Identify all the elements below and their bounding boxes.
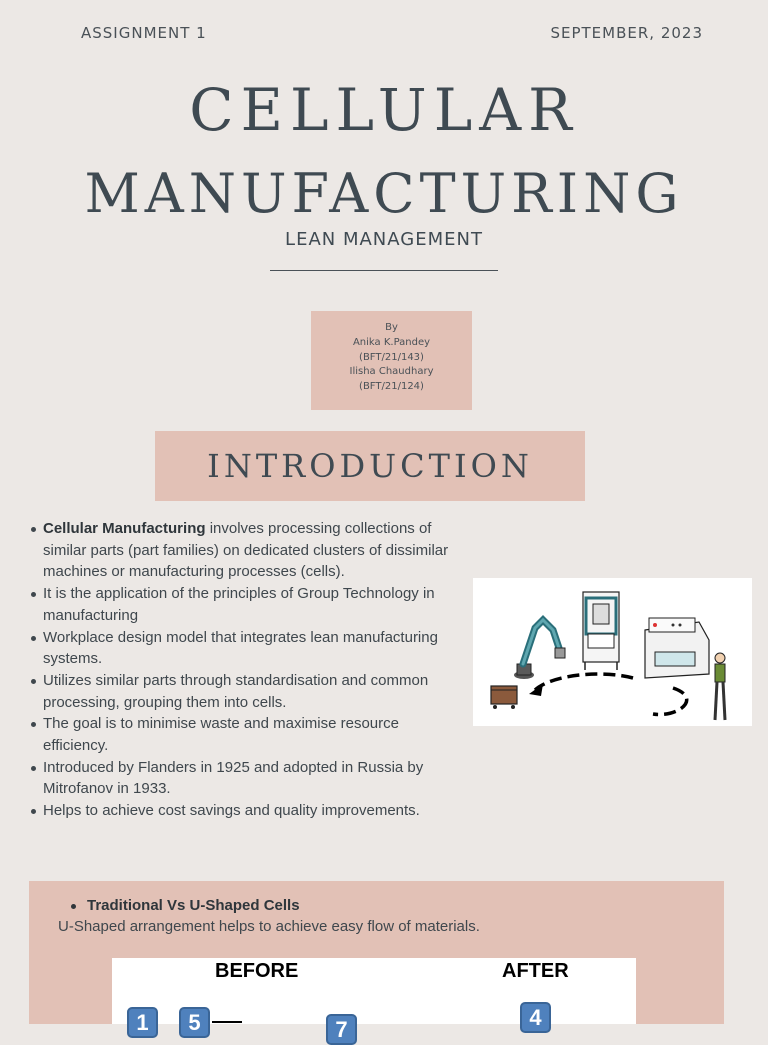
- section-text: U-Shaped arrangement helps to achieve easy flow of materials.: [58, 918, 480, 935]
- subtitle: LEAN MANAGEMENT: [285, 229, 483, 250]
- page-title: [0, 68, 768, 236]
- u-shaped-section: [29, 881, 724, 1042]
- illustration-svg: [473, 578, 752, 726]
- section-bullet: Traditional Vs U-Shaped Cells: [87, 897, 300, 914]
- worker-icon: [715, 653, 725, 720]
- intro-bullet-list: [30, 518, 460, 822]
- title-line-2: MANUFACTURING: [84, 162, 684, 225]
- list-item: [30, 670, 460, 713]
- bullet-text: The goal is to minimise waste and maximise resource efficiency.: [43, 715, 399, 755]
- cart-icon: [491, 686, 517, 709]
- list-item: [30, 757, 460, 800]
- author-line: Anika K.Pandey: [352, 336, 431, 348]
- robot-arm-icon: [514, 620, 565, 679]
- top-meta: [81, 24, 703, 42]
- after-label: AFTER: [502, 960, 569, 982]
- list-item: [30, 800, 460, 822]
- date-label: SEPTEMBER, 2023: [550, 24, 703, 42]
- author-box: [311, 311, 472, 410]
- title-line-1: CELLULAR: [189, 76, 579, 144]
- bullet-text: involves processing collections of similar parts (part families) on dedicated clusters of dissimilar machines or manufacturing processes (cells).: [43, 520, 449, 581]
- bullet-text: It is the application of the principles of Group Technology in manufacturing: [43, 585, 435, 624]
- author-line: Ilisha Chaudhary: [349, 366, 434, 378]
- list-item: [30, 518, 460, 583]
- before-label: BEFORE: [215, 960, 299, 982]
- author-line: By: [385, 322, 398, 333]
- list-item: [30, 627, 460, 670]
- station-node: 4: [520, 1002, 551, 1033]
- intro-heading: INTRODUCTION: [207, 447, 533, 485]
- divider: [270, 270, 498, 271]
- intro-heading-box: [155, 431, 585, 501]
- station-node: 7: [326, 1014, 357, 1045]
- bullet-bold: Cellular Manufacturing: [43, 520, 206, 537]
- arrow-line: [212, 1021, 242, 1023]
- manufacturing-cell-illustration: [473, 578, 752, 726]
- flow-arrow-icon: [535, 674, 687, 715]
- list-item: [30, 713, 460, 756]
- before-after-diagram: [112, 958, 636, 1042]
- press-machine-icon: [583, 592, 619, 670]
- bullet-text: Introduced by Flanders in 1925 and adopted in Russia by Mitrofanov in 1933.: [43, 758, 424, 798]
- bench-machine-icon: [645, 618, 709, 678]
- author-line: (BFT/21/143): [359, 351, 424, 363]
- station-node: 5: [179, 1007, 210, 1038]
- bullet-text: Workplace design model that integrates lean manufacturing systems.: [43, 628, 438, 668]
- list-item: [30, 583, 460, 626]
- bullet-text: Utilizes similar parts through standardisation and common processing, grouping them into cells.: [43, 671, 429, 711]
- arrow-head: [529, 684, 543, 696]
- station-node: 1: [127, 1007, 158, 1038]
- author-line: (BFT/21/124): [359, 381, 424, 393]
- assignment-label: ASSIGNMENT 1: [81, 24, 207, 42]
- bullet-text: Helps to achieve cost savings and quality improvements.: [43, 802, 420, 820]
